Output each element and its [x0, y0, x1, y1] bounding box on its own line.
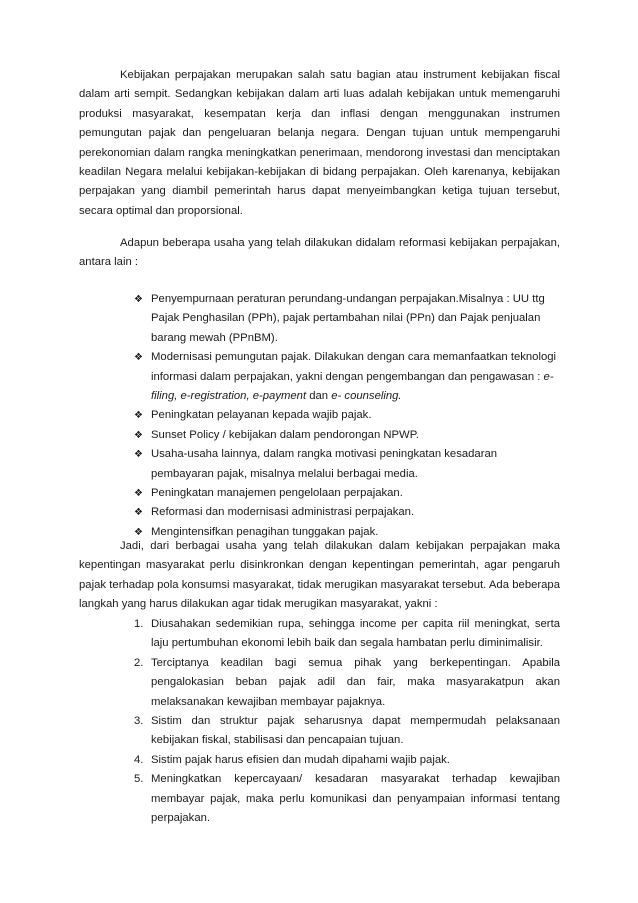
list-item-text: Mengintensifkan penagihan tunggakan pajak. — [151, 525, 379, 538]
list-item — [134, 654, 560, 712]
list-item — [134, 615, 560, 654]
list-item-number: 1. — [134, 618, 144, 630]
diamond-bullet-icon: ❖ — [134, 449, 143, 461]
list-item-number: 5. — [134, 773, 144, 786]
list-item — [134, 503, 560, 522]
list-item-italic-text: e- counseling. — [331, 390, 402, 403]
diamond-bullet-icon: ❖ — [134, 294, 143, 305]
list-item-text: Usaha-usaha lainnya, dalam rangka motivasi peningkatan kesadaran pembayaran pajak, misalnya melalui berbagai media. — [151, 448, 498, 480]
diamond-bullet-icon: ❖ — [134, 526, 143, 538]
list-item-italic-text: e-filing, e-registration, e-payment — [151, 370, 554, 403]
diamond-bullet-icon: ❖ — [134, 410, 143, 422]
list-item — [134, 484, 560, 503]
diamond-bullet-icon: ❖ — [134, 429, 143, 441]
list-item — [134, 348, 560, 406]
list-item-text: Modernisasi pemungutan pajak. Dilakukan dengan cara memanfaatkan teknologi informasi dalam perpajakan, yakni dengan pengembangan dan pengawasan : — [151, 351, 557, 383]
diamond-bullet-icon: ❖ — [134, 352, 143, 364]
list-item-number: 2. — [134, 656, 144, 669]
list-item-text: Sistim dan struktur pajak seharusnya dapat mempermudah pelaksanaan kebijakan fiskal, stabilisasi dan pencapaian tujuan. — [151, 715, 560, 747]
paragraph-reform-intro: Adapun beberapa usaha yang telah dilakukan didalam reformasi kebijakan perpajakan, antara lain : — [79, 237, 573, 269]
steps-numbered-list — [134, 615, 560, 828]
list-item-text: Penyempurnaan peraturan perundang-undangan perpajakan.Misalnya : UU ttg Pajak Penghasilan (PPh), pajak pertambahan nilai (PPn) dan Pajak penjualan barang mewah (PPnBM). — [151, 293, 545, 344]
list-item — [134, 770, 560, 828]
paragraph-intro: Kebijakan perpajakan merupakan salah satu bagian atau instrument kebijakan fiscal dalam arti sempit. Sedangkan kebijakan dalam arti luas adalah kebijakan untuk memengaruhi produksi masyarakat, kesempatan kerja dan inflasi dengan menggunakan instrumen pemungutan pajak dan pengeluaran belanja negara. Dengan tujuan untuk mempengaruhi perekonomian dalam rangka meningkatkan penerimaan, mendorong investasi dan menciptakan keadilan Negara melalui kebijakan-kebijakan di bidang perpajakan. Oleh karenanya, kebijakan perpajakan yang diambil pemerintah harus dapat menyeimbangkan ketiga tujuan tersebut, secara optimal dan proporsional. — [79, 69, 560, 217]
paragraph-conclusion: Jadi, dari berbagai usaha yang telah dilakukan dalam kebijakan perpajakan maka kepentingan masyarakat perlu disinkronkan dengan kepentingan pemerintah, agar pengaruh pajak terhadap pola konsumsi masyarakat, tidak merugikan masyarakat tersebut. Ada beberapa langkah yang harus dilakukan agar tidak merugikan masyarakat, yakni : — [79, 540, 560, 611]
list-item-text: dan — [306, 390, 332, 403]
list-item — [134, 445, 560, 484]
reform-bullet-list — [134, 290, 560, 542]
diamond-bullet-icon: ❖ — [134, 507, 143, 519]
list-item-number: 4. — [134, 753, 144, 766]
list-item-text: Peningkatan pelayanan kepada wajib pajak. — [151, 409, 372, 422]
list-item — [134, 712, 560, 751]
list-item — [134, 406, 560, 425]
list-item-text: Sistim pajak harus efisien dan mudah dipahami wajib pajak. — [151, 753, 450, 766]
list-item-text: Meningkatkan kepercayaan/ kesadaran masyarakat terhadap kewajiban membayar pajak, maka perlu komunikasi dan penyampaian informasi tentang perpajakan. — [151, 773, 560, 825]
list-item — [134, 290, 560, 348]
list-item-number: 3. — [134, 715, 144, 728]
list-item-text: Diusahakan sedemikian rupa, sehingga income per capita riil meningkat, serta laju pertumbuhan ekonomi lebih baik dan segala hambatan perlu diminimalisir. — [151, 618, 560, 650]
list-item — [134, 426, 560, 445]
list-item-text: Peningkatan manajemen pengelolaan perpajakan. — [151, 487, 403, 500]
diamond-bullet-icon: ❖ — [134, 488, 143, 500]
list-item — [134, 751, 560, 770]
list-item-text: Reformasi dan modernisasi administrasi perpajakan. — [151, 506, 415, 519]
list-item-text: Terciptanya keadilan bagi semua pihak yang berkepentingan. Apabila pengalokasian beban pajak adil dan fair, maka masyarakatpun akan melaksanakan kewajiban membayar pajaknya. — [151, 656, 560, 708]
list-item-text: Sunset Policy / kebijakan dalam pendorongan NPWP. — [151, 428, 419, 441]
